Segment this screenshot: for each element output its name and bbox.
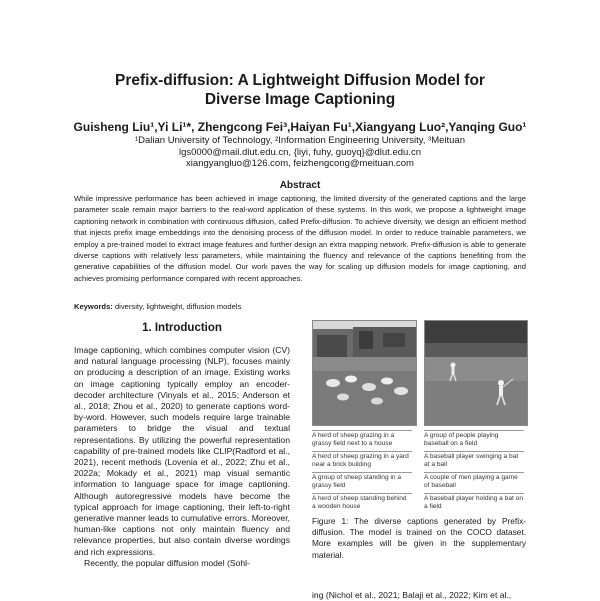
affiliation-line: ¹Dalian University of Technology, ²Information Engineering University, ³Meituan xyxy=(134,135,465,146)
caption-item: A couple of men playing a game of baseball xyxy=(424,472,524,493)
title-line-1: Prefix-diffusion: A Lightweight Diffusion Model for xyxy=(115,72,485,89)
intro-paragraph: Image captioning, which combines computer vision (CV) and natural language processing (NLP), focuses mainly on producing a description of an image. Existing works on image captioning typically employ an encoder-decoder architecture (Vinyals et al., 2015; Anderson et al., 2018; Zhou et al., 2020) to generate captions word-by-word. However, such models require large trainable parameters to bridge the visual and textual representations. By utilizing the powerful representation capability of pre-trained models like CLIP(Radford et al., 2021), recent methods (Lovenia et al., 2022; Zhu et al., 2022a; Mokady et al., 2021) map visual semantic information to language space for image captioning. Although autoregressive models have become the typical approach for image captioning, their left-to-right generative manner leads to cumulative errors. Moreover, human-like captions not only maintain fluency and relevance properties, but also contain diverse wordings and rich expressions. xyxy=(74,345,290,557)
section-heading: 1. Introduction xyxy=(142,322,222,334)
caption-item: A group of sheep standing in a grassy field xyxy=(312,472,412,493)
intro-body xyxy=(74,345,290,569)
abstract-text: While impressive performance has been achieved in image captioning, the limited diversity of the generated captions and the large parameter scale remain major barriers to the real-word application of these systems. In this work, we propose a lightweight image captioning network in combination with continuous diffusion, called Prefix-diffusion. To achieve diversity, we design an efficient method that injects prefix image embeddings into the denoising process of the diffusion model. In order to reduce trainable parameters, we employ a pre-trained model to extract image features and further design an extra mapping network. Prefix-diffusion is able to generate diverse captions with relatively less parameters, while maintaining the fluency and relevance of the captions benefiting from the generative capabilities of the diffusion model. Our work paves the way for scaling up diffusion models for image captioning, and achieves promising performance compared with recent approaches. xyxy=(74,194,526,283)
intro-paragraph: Recently, the popular diffusion model (Sohl- xyxy=(84,557,250,568)
keywords-label: Keywords: xyxy=(74,302,113,311)
abstract-heading: Abstract xyxy=(279,180,321,191)
email-line: lgs0000@mail.dlut.edu.cn, {liyi, fuhy, guoyq}@dlut.edu.cn xyxy=(179,146,421,158)
caption-item: A baseball player swinging a bat at a ball xyxy=(424,451,524,472)
baseball-captions xyxy=(424,430,524,514)
affiliations xyxy=(20,135,580,170)
author-list: Guisheng Liu¹,Yi Li¹*, Zhengcong Fei³,Haiyan Fu¹,Xiangyang Luo²,Yanqing Guo¹ xyxy=(73,120,527,134)
keywords xyxy=(74,302,526,311)
baseball-photo-illustration xyxy=(425,321,527,425)
figure-caption: Figure 1: The diverse captions generated by Prefix-diffusion. The model is trained on the COCO dataset. More examples will be given in the supplementary material. xyxy=(312,516,526,560)
caption-item: A herd of sheep grazing in a grassy field next to a house xyxy=(312,430,412,451)
keywords-text: diversity, lightweight, diffusion models xyxy=(112,302,242,311)
caption-item: A herd of sheep grazing in a yard near a brick building xyxy=(312,451,412,472)
caption-item: A herd of sheep standing behind a wooden house xyxy=(312,493,412,514)
sheep-photo xyxy=(312,320,417,426)
baseball-photo xyxy=(424,320,528,426)
paper-title xyxy=(40,71,560,109)
caption-item: A group of people playing baseball on a field xyxy=(424,430,524,451)
sheep-photo-illustration xyxy=(313,321,416,425)
right-column-text: ing (Nichol et al., 2021; Balaji et al., 2022; Kim et al., xyxy=(312,590,512,600)
sheep-captions xyxy=(312,430,412,514)
email-line: xiangyangluo@126.com, feizhengcong@meituan.com xyxy=(186,158,414,169)
caption-item: A baseball player holding a bat on a field xyxy=(424,493,524,514)
title-line-2: Diverse Image Captioning xyxy=(204,91,396,108)
